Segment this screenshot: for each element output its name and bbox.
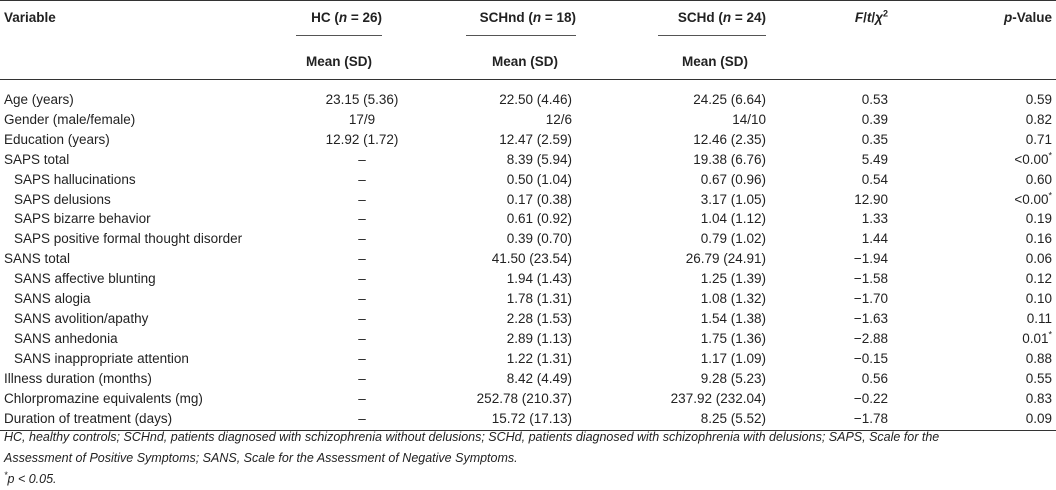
cell-stat: 0.39 xyxy=(861,111,888,127)
cell-stat: 0.35 xyxy=(861,131,888,147)
cell-pvalue: 0.59 xyxy=(1025,92,1052,107)
cell-schnd: 1.78 (1.31) xyxy=(506,291,572,307)
cell-variable: SAPS hallucinations xyxy=(14,171,136,187)
cell-pvalue: 0.10 xyxy=(1025,291,1052,307)
cell-stat: −1.63 xyxy=(853,310,888,326)
cell-schnd: 41.50 (23.54) xyxy=(491,251,572,267)
table-row xyxy=(0,349,1056,369)
cell-schd: 8.25 (5.52) xyxy=(700,410,766,426)
significance-note: *p < 0.05. xyxy=(4,469,57,486)
cell-schd: 9.28 (5.23) xyxy=(700,370,766,386)
cell-stat: 0.53 xyxy=(861,92,888,107)
cell-schnd: 2.89 (1.13) xyxy=(506,330,572,346)
cell-schd: 1.08 (1.32) xyxy=(700,291,766,307)
cell-schnd: 8.42 (4.49) xyxy=(506,370,572,386)
subheader-schnd-mean: Mean (SD) xyxy=(491,54,558,69)
cell-schd: 19.38 (6.76) xyxy=(693,151,766,167)
cell-schnd: 12.47 (2.59) xyxy=(499,131,572,147)
cell-pvalue: 0.55 xyxy=(1025,370,1052,386)
cell-schd: 1.17 (1.09) xyxy=(700,350,766,366)
cell-hc: – xyxy=(358,271,366,287)
table-row xyxy=(0,389,1056,409)
cell-variable: SANS affective blunting xyxy=(14,271,156,287)
cell-stat: 0.54 xyxy=(861,171,888,187)
cell-hc: – xyxy=(358,410,366,426)
cell-schnd: 252.78 (210.37) xyxy=(476,390,572,406)
cell-pvalue: 0.16 xyxy=(1025,231,1052,247)
cell-hc: 12.92 (1.72) xyxy=(325,131,399,147)
cell-hc: – xyxy=(358,310,366,326)
cell-schnd: 22.50 (4.46) xyxy=(499,92,572,107)
cell-hc: – xyxy=(358,370,366,386)
cell-pvalue: 0.06 xyxy=(1025,251,1052,267)
header-schd: SCHd (n = 24) xyxy=(628,1,800,45)
cell-pvalue: 0.01* xyxy=(1022,329,1052,346)
cell-schd: 3.17 (1.05) xyxy=(700,191,766,207)
cell-variable: SAPS positive formal thought disorder xyxy=(14,231,243,247)
significance-marker: * xyxy=(1048,329,1052,340)
cell-variable: SANS alogia xyxy=(14,291,91,307)
cell-pvalue: 0.12 xyxy=(1025,271,1052,287)
table-row xyxy=(0,209,1056,229)
cell-schnd: 2.28 (1.53) xyxy=(506,310,572,326)
table-row xyxy=(0,130,1056,150)
table-row xyxy=(0,190,1056,210)
subheader-row xyxy=(0,44,1056,80)
cell-pvalue: <0.00* xyxy=(1014,190,1052,207)
table-row xyxy=(0,289,1056,309)
cell-variable: Illness duration (months) xyxy=(4,370,152,386)
cell-stat: 12.90 xyxy=(854,191,888,207)
cell-schd: 0.67 (0.96) xyxy=(700,171,766,187)
header-schnd: SCHnd (n = 18) xyxy=(420,1,628,45)
cell-variable: SANS anhedonia xyxy=(14,330,118,346)
abbreviations-line-2: Assessment of Positive Symptoms; SANS, Scale for the Assessment of Negative Symptoms. xyxy=(4,451,518,465)
cell-hc: – xyxy=(358,231,366,247)
subheader-hc-mean: Mean (SD) xyxy=(305,54,372,69)
cell-pvalue: 0.11 xyxy=(1026,310,1052,326)
cell-hc: – xyxy=(358,350,366,366)
table-row xyxy=(0,329,1056,349)
table-row xyxy=(0,90,1056,110)
table-row xyxy=(0,369,1056,389)
cell-schnd: 12/6 xyxy=(545,111,572,127)
abbreviations-line-1: HC, healthy controls; SCHnd, patients diagnosed with schizophrenia without delusions; SCHd, patients diagnosed with schizophrenia with delusions; SAPS, Scale for the xyxy=(4,430,940,444)
cell-pvalue: 0.71 xyxy=(1025,131,1052,147)
cell-pvalue: 0.83 xyxy=(1025,390,1052,406)
cell-variable: Age (years) xyxy=(4,92,74,107)
cell-schd: 12.46 (2.35) xyxy=(693,131,766,147)
cell-pvalue: 0.19 xyxy=(1025,211,1052,227)
cell-schnd: 8.39 (5.94) xyxy=(506,151,572,167)
cell-hc: – xyxy=(358,390,366,406)
table-row xyxy=(0,229,1056,249)
significance-marker: * xyxy=(1048,150,1052,161)
cell-schnd: 1.22 (1.31) xyxy=(506,350,572,366)
cell-hc: – xyxy=(358,251,366,267)
table-row xyxy=(0,249,1056,269)
cell-schd: 1.75 (1.36) xyxy=(700,330,766,346)
cell-variable: SAPS total xyxy=(4,151,70,167)
table-row xyxy=(0,309,1056,329)
cell-variable: SAPS delusions xyxy=(14,191,111,207)
header-variable: Variable xyxy=(4,10,56,25)
table-row xyxy=(0,170,1056,190)
header-hc: HC (n = 26) xyxy=(296,1,420,45)
cell-schnd: 0.17 (0.38) xyxy=(506,191,572,207)
table-body xyxy=(0,90,1056,431)
cell-hc: – xyxy=(358,191,366,207)
subheader-schd-mean: Mean (SD) xyxy=(681,54,748,69)
table-row xyxy=(0,150,1056,170)
cell-schd: 1.25 (1.39) xyxy=(700,271,766,287)
cell-schd: 1.54 (1.38) xyxy=(700,310,766,326)
cell-schd: 0.79 (1.02) xyxy=(700,231,766,247)
cell-schd: 237.92 (232.04) xyxy=(670,390,766,406)
cell-schd: 26.79 (24.91) xyxy=(685,251,766,267)
table-row xyxy=(0,269,1056,289)
cell-schnd: 0.50 (1.04) xyxy=(506,171,572,187)
cell-schd: 14/10 xyxy=(732,111,766,127)
cell-variable: Chlorpromazine equivalents (mg) xyxy=(4,390,203,406)
cell-stat: 5.49 xyxy=(861,151,888,167)
header-pvalue: p-Value xyxy=(1003,10,1052,25)
cell-variable: Duration of treatment (days) xyxy=(4,410,173,426)
cell-variable: Gender (male/female) xyxy=(4,111,136,127)
cell-variable: SANS total xyxy=(4,251,71,267)
cell-hc: – xyxy=(358,151,366,167)
cell-stat: −1.78 xyxy=(853,410,888,426)
cell-pvalue: 0.88 xyxy=(1025,350,1052,366)
cell-variable: SANS avolition/apathy xyxy=(14,310,149,326)
cell-hc: – xyxy=(358,211,366,227)
cell-pvalue: 0.09 xyxy=(1025,410,1052,426)
table-notes xyxy=(4,427,1044,490)
cell-stat: 1.44 xyxy=(861,231,888,247)
cell-pvalue: 0.60 xyxy=(1025,171,1052,187)
cell-variable: Education (years) xyxy=(4,131,110,147)
cell-variable: SAPS bizarre behavior xyxy=(14,211,151,227)
cell-schnd: 15.72 (17.13) xyxy=(491,410,572,426)
cell-pvalue: 0.82 xyxy=(1025,111,1052,127)
cell-pvalue: <0.00* xyxy=(1014,150,1052,167)
cell-variable: SANS inappropriate attention xyxy=(14,350,189,366)
cell-stat: −0.15 xyxy=(853,350,888,366)
cell-schnd: 0.61 (0.92) xyxy=(506,211,572,227)
header-row xyxy=(0,1,1056,45)
significance-marker: * xyxy=(1048,190,1052,201)
cell-schd: 24.25 (6.64) xyxy=(693,92,766,107)
cell-stat: −2.88 xyxy=(853,330,888,346)
cell-hc: 23.15 (5.36) xyxy=(325,92,399,107)
header-stat: $F/t/\chi^2$ xyxy=(854,8,888,25)
cell-stat: −1.58 xyxy=(853,271,888,287)
cell-schnd: 0.39 (0.70) xyxy=(506,231,572,247)
cell-schnd: 1.94 (1.43) xyxy=(506,271,572,287)
cell-hc: – xyxy=(358,291,366,307)
cell-stat: −0.22 xyxy=(853,390,888,406)
cell-hc: – xyxy=(358,171,366,187)
cell-schd: 1.04 (1.12) xyxy=(700,211,766,227)
cell-hc: 17/9 xyxy=(348,111,376,127)
cell-stat: 1.33 xyxy=(861,211,888,227)
cell-stat: −1.70 xyxy=(853,291,888,307)
cell-hc: – xyxy=(358,330,366,346)
cell-stat: −1.94 xyxy=(853,251,888,267)
cell-stat: 0.56 xyxy=(861,370,888,386)
table-row xyxy=(0,110,1056,130)
